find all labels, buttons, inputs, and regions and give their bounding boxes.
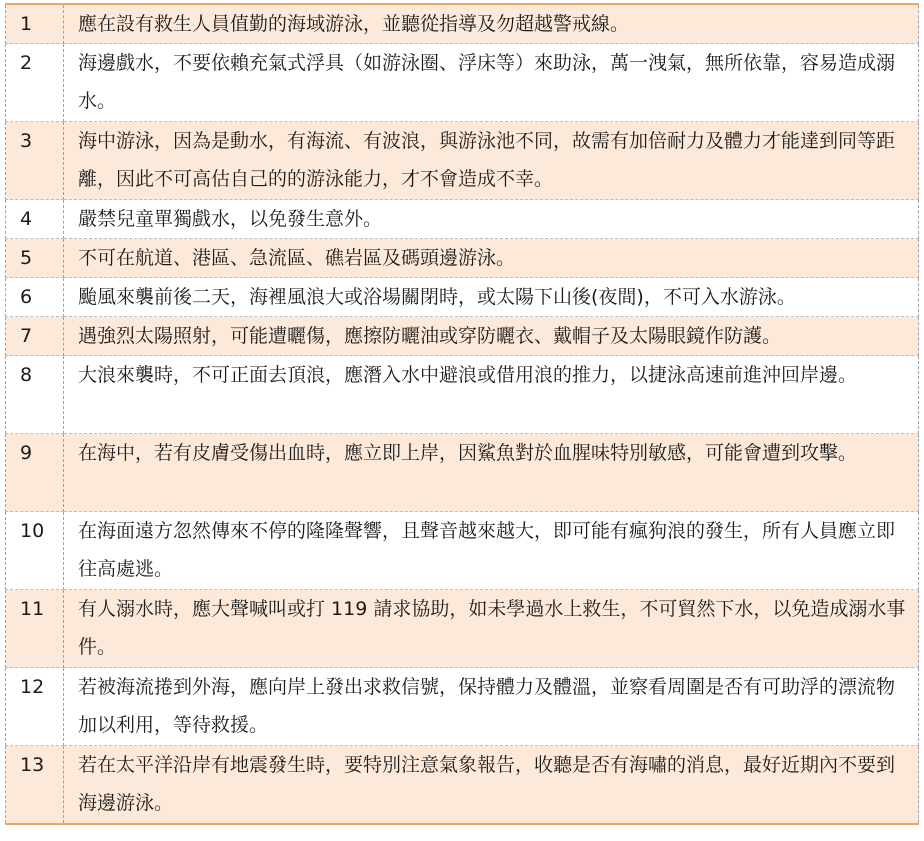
table-row: [6, 512, 919, 590]
rule-number: 12: [6, 668, 64, 746]
rule-text: 大浪來襲時，不可正面去頂浪，應潛入水中避浪或借用浪的推力，以捷泳高速前進沖回岸邊。: [64, 356, 919, 434]
rule-number: 4: [6, 200, 64, 239]
rule-text: 嚴禁兒童單獨戲水，以免發生意外。: [64, 200, 919, 239]
rule-text: 颱風來襲前後二天，海裡風浪大或浴場關閉時，或太陽下山後(夜間)，不可入水游泳。: [64, 278, 919, 317]
table-row: [6, 278, 919, 317]
rule-number: 7: [6, 317, 64, 356]
table-row: [6, 746, 919, 824]
rule-text: 應在設有救生人員值勤的海域游泳，並聽從指導及勿超越警戒線。: [64, 4, 919, 44]
table-row: [6, 4, 919, 44]
rule-text: 遇強烈太陽照射，可能遭曬傷，應擦防曬油或穿防曬衣、戴帽子及太陽眼鏡作防護。: [64, 317, 919, 356]
rule-number: 5: [6, 239, 64, 278]
rule-text: 在海中，若有皮膚受傷出血時，應立即上岸，因鯊魚對於血腥味特別敏感，可能會遭到攻擊。: [64, 434, 919, 512]
rule-number: 9: [6, 434, 64, 512]
rule-number: 2: [6, 44, 64, 122]
beach-safety-rules-table: [5, 3, 919, 825]
rule-text: 在海面遠方忽然傳來不停的隆隆聲響，且聲音越來越大，即可能有瘋狗浪的發生，所有人員應立即往高處逃。: [64, 512, 919, 590]
rule-number: 8: [6, 356, 64, 434]
table-row: [6, 590, 919, 668]
rule-number: 3: [6, 122, 64, 200]
table-row: [6, 44, 919, 122]
safety-rules-document: [5, 3, 918, 825]
table-row: [6, 317, 919, 356]
table-row: [6, 668, 919, 746]
rule-text: 海中游泳，因為是動水，有海流、有波浪，與游泳池不同，故需有加倍耐力及體力才能達到同等距離，因此不可高估自己的的游泳能力，才不會造成不幸。: [64, 122, 919, 200]
rule-number: 11: [6, 590, 64, 668]
rule-number: 6: [6, 278, 64, 317]
table-row: [6, 434, 919, 512]
rule-text: 若在太平洋沿岸有地震發生時，要特別注意氣象報告，收聽是否有海嘯的消息，最好近期內不要到海邊游泳。: [64, 746, 919, 824]
rule-text: 海邊戲水，不要依賴充氣式浮具（如游泳圈、浮床等）來助泳，萬一洩氣，無所依靠，容易造成溺水。: [64, 44, 919, 122]
rule-number: 13: [6, 746, 64, 824]
table-row: [6, 356, 919, 434]
rule-number: 1: [6, 4, 64, 44]
table-row: [6, 122, 919, 200]
table-row: [6, 200, 919, 239]
rule-number: 10: [6, 512, 64, 590]
rule-text: 若被海流捲到外海，應向岸上發出求救信號，保持體力及體溫，並察看周圍是否有可助浮的漂流物加以利用，等待救援。: [64, 668, 919, 746]
rule-text: 有人溺水時，應大聲喊叫或打 119 請求協助，如未學過水上救生，不可貿然下水，以免造成溺水事件。: [64, 590, 919, 668]
rule-text: 不可在航道、港區、急流區、礁岩區及碼頭邊游泳。: [64, 239, 919, 278]
table-row: [6, 239, 919, 278]
